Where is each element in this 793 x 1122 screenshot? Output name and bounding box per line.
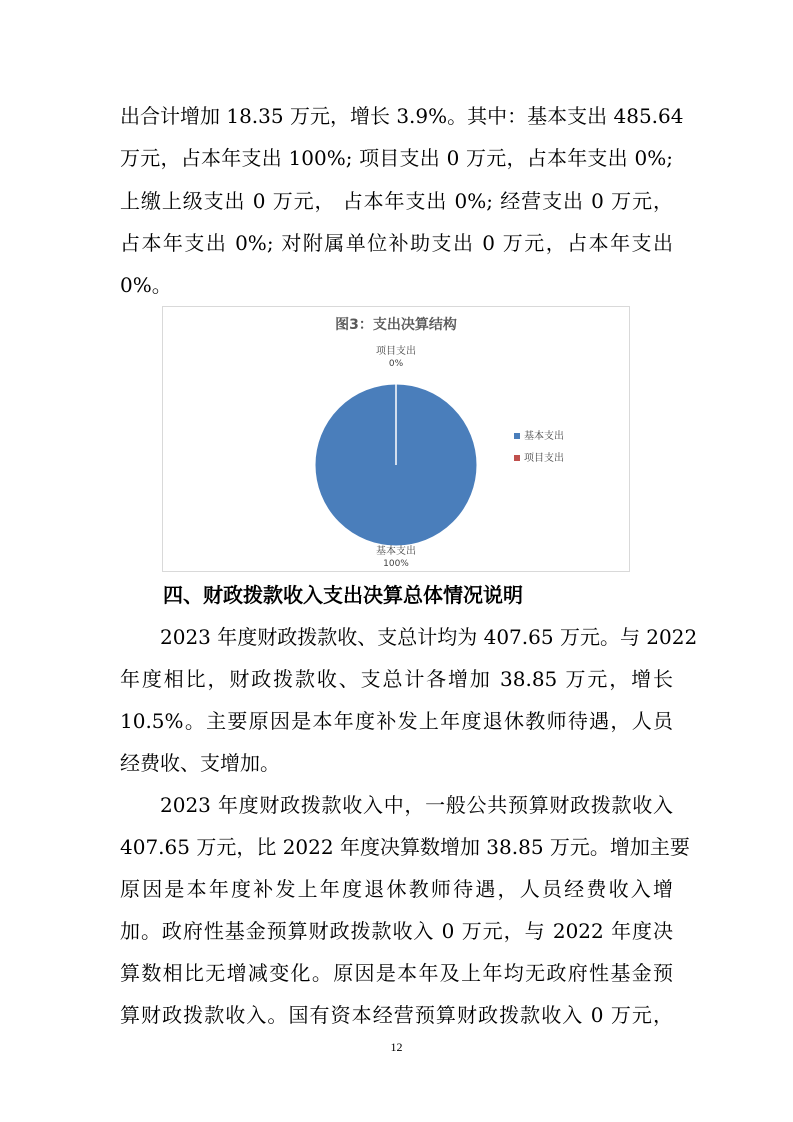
legend-label-2: 项目支出 xyxy=(524,453,564,464)
paragraph-3-line-1: 2023 年度财政拨款收入中，一般公共预算财政拨款收入 xyxy=(160,793,673,817)
paragraph-1-line-1: 出合计增加 18.35 万元，增长 3.9%。其中：基本支出 485.64 xyxy=(120,104,684,128)
paragraph-3-line-2: 407.65 万元，比 2022 年度决算数增加 38.85 万元。增加主要 xyxy=(120,835,690,859)
legend-swatch-2 xyxy=(514,455,520,461)
paragraph-3-line-4: 加。政府性基金预算财政拨款收入 0 万元，与 2022 年度决 xyxy=(120,919,673,943)
data-label-name-2: 项目支出 xyxy=(376,346,416,357)
paragraph-1-line-3: 上缴上级支出 0 万元， 占本年支出 0%; 经营支出 0 万元， xyxy=(120,189,673,213)
paragraph-2-line-1: 2023 年度财政拨款收、支总计均为 407.65 万元。与 2022 xyxy=(160,625,698,649)
legend-label-1: 基本支出 xyxy=(524,431,564,442)
paragraph-3-line-5: 算数相比无增减变化。原因是本年及上年均无政府性基金预 xyxy=(120,961,673,985)
paragraph-2-line-4: 经费收、支增加。 xyxy=(120,751,280,775)
paragraph-2-line-2: 年度相比，财政拨款收、支总计各增加 38.85 万元，增长 xyxy=(120,667,673,691)
chart-title: 图3：支出决算结构 xyxy=(335,317,457,333)
page-number: 12 xyxy=(390,1040,403,1054)
paragraph-2-line-3: 10.5%。主要原因是本年度补发上年度退休教师待遇，人员 xyxy=(120,709,673,733)
legend-swatch-1 xyxy=(514,433,520,439)
data-label-name-1: 基本支出 xyxy=(376,546,416,557)
pie-chart-svg xyxy=(163,307,629,571)
data-label-value-1: 100% xyxy=(383,559,409,569)
pie-slices xyxy=(315,384,477,546)
paragraph-3-line-6: 算财政拨款收入。国有资本经营预算财政拨款收入 0 万元， xyxy=(120,1003,673,1027)
paragraph-3-line-3: 原因是本年度补发上年度退休教师待遇，人员经费收入增 xyxy=(120,877,673,901)
chart-legend xyxy=(514,429,564,464)
paragraph-1-line-4: 占本年支出 0%; 对附属单位补助支出 0 万元，占本年支出 xyxy=(120,231,673,255)
paragraph-1-line-5: 0%。 xyxy=(120,273,172,297)
paragraph-1-line-2: 万元，占本年支出 100%; 项目支出 0 万元，占本年支出 0%; xyxy=(120,146,673,170)
expenditure-structure-chart xyxy=(162,306,630,572)
data-label-value-2: 0% xyxy=(388,359,404,369)
section-heading: 四、财政拨款收入支出决算总体情况说明 xyxy=(163,583,523,607)
